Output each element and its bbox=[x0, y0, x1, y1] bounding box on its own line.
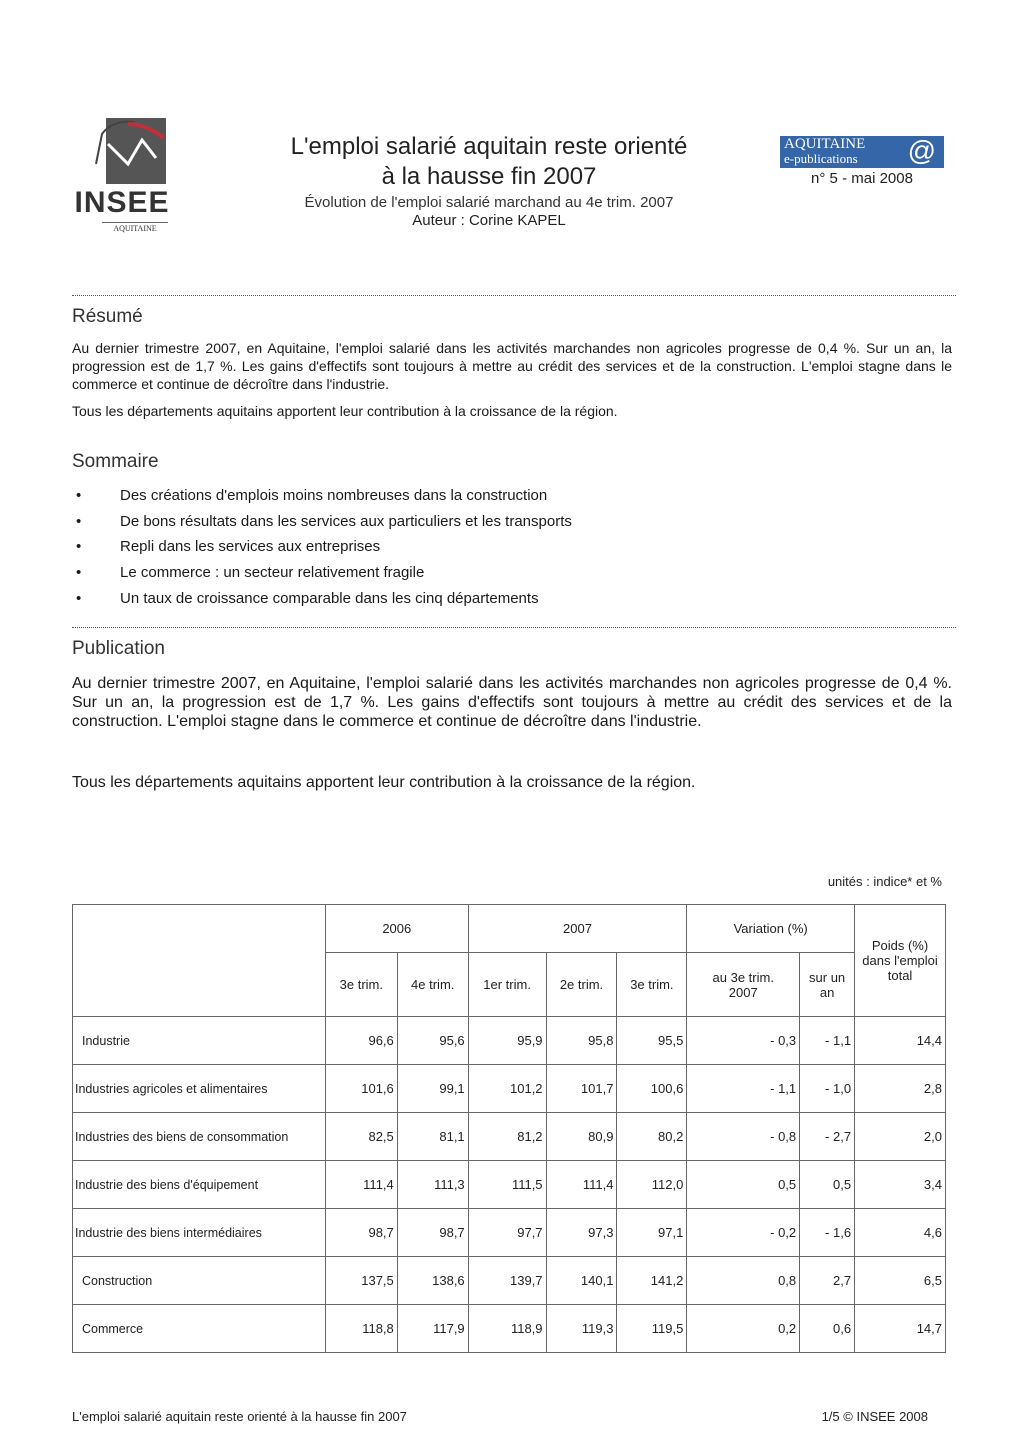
resume-paragraph-2: Tous les départements aquitains apportent leur contribution à la croissance de la région. bbox=[72, 403, 618, 419]
table-cell: 118,9 bbox=[468, 1305, 546, 1353]
sommaire-item-label: Le commerce : un secteur relativement fragile bbox=[120, 564, 425, 582]
table-cell: 111,5 bbox=[468, 1161, 546, 1209]
sommaire-item-label: De bons résultats dans les services aux particuliers et les transports bbox=[120, 512, 572, 530]
bullet-icon: • bbox=[76, 487, 82, 504]
bullet-icon: • bbox=[76, 564, 82, 582]
table-units: unités : indice* et % bbox=[827, 874, 942, 889]
sommaire-list bbox=[72, 486, 872, 614]
table-row bbox=[73, 1209, 946, 1257]
table-cell: 80,2 bbox=[617, 1113, 687, 1161]
table-cell: 95,6 bbox=[397, 1017, 468, 1065]
row-label: Commerce bbox=[73, 1305, 326, 1353]
page-title-line2: à la hausse fin 2007 bbox=[381, 163, 597, 190]
table-row bbox=[73, 1257, 946, 1305]
table-cell: 137,5 bbox=[325, 1257, 397, 1305]
divider bbox=[72, 627, 956, 628]
bullet-icon: • bbox=[76, 589, 82, 607]
table-cell: 95,5 bbox=[617, 1017, 687, 1065]
page-title-line1: L'emploi salarié aquitain reste orienté bbox=[290, 133, 688, 160]
logo-subtitle: AQUITAINE bbox=[102, 222, 168, 233]
table-cell: 0,6 bbox=[800, 1305, 855, 1353]
table-cell: - 2,7 bbox=[800, 1113, 855, 1161]
table-cell: 119,5 bbox=[617, 1305, 687, 1353]
table-cell: - 0,3 bbox=[687, 1017, 800, 1065]
table-cell: 0,2 bbox=[687, 1305, 800, 1353]
table-group-header: Variation (%) bbox=[687, 905, 855, 953]
table-subheader: au 3e trim. 2007 bbox=[687, 953, 800, 1017]
row-label: Industrie des biens d'équipement bbox=[73, 1161, 326, 1209]
table-cell: 81,2 bbox=[468, 1113, 546, 1161]
table-cell: 111,4 bbox=[325, 1161, 397, 1209]
bullet-icon: • bbox=[76, 538, 82, 556]
issue-number: n° 5 - mai 2008 bbox=[811, 170, 913, 187]
author: Auteur : Corine KAPEL bbox=[412, 212, 566, 229]
table-cell: 14,4 bbox=[855, 1017, 946, 1065]
row-label: Industrie des biens intermédiaires bbox=[73, 1209, 326, 1257]
table-subheader: 1er trim. bbox=[468, 953, 546, 1017]
table-cell: 82,5 bbox=[325, 1113, 397, 1161]
sommaire-item[interactable] bbox=[72, 589, 872, 615]
table-cell: 14,7 bbox=[855, 1305, 946, 1353]
divider bbox=[72, 295, 956, 296]
table-subheader: 4e trim. bbox=[397, 953, 468, 1017]
sommaire-heading: Sommaire bbox=[72, 451, 159, 472]
table-cell: 101,6 bbox=[325, 1065, 397, 1113]
table-cell: 139,7 bbox=[468, 1257, 546, 1305]
logo-wordmark: INSEE bbox=[74, 186, 170, 219]
table-cell: 80,9 bbox=[546, 1113, 617, 1161]
table-subheader: 3e trim. bbox=[617, 953, 687, 1017]
resume-heading: Résumé bbox=[72, 306, 143, 327]
table-cell: 97,7 bbox=[468, 1209, 546, 1257]
table-cell: 101,2 bbox=[468, 1065, 546, 1113]
sommaire-item[interactable] bbox=[72, 512, 872, 538]
table-cell: - 0,2 bbox=[687, 1209, 800, 1257]
table-cell: 111,4 bbox=[546, 1161, 617, 1209]
table-cell: 138,6 bbox=[397, 1257, 468, 1305]
table-cell: 117,9 bbox=[397, 1305, 468, 1353]
table-cell: - 1,6 bbox=[800, 1209, 855, 1257]
publication-paragraph-2: Tous les départements aquitains apportent leur contribution à la croissance de la région. bbox=[72, 774, 696, 791]
table-cell: 101,7 bbox=[546, 1065, 617, 1113]
table-row bbox=[73, 1065, 946, 1113]
publication-heading: Publication bbox=[72, 638, 165, 659]
table-group-header: Poids (%) dans l'emploi total bbox=[855, 905, 946, 1017]
sommaire-item[interactable] bbox=[72, 486, 872, 512]
table-subheader: sur un an bbox=[800, 953, 855, 1017]
table-cell: 140,1 bbox=[546, 1257, 617, 1305]
table-cell: 112,0 bbox=[617, 1161, 687, 1209]
table-cell: 141,2 bbox=[617, 1257, 687, 1305]
table-cell: 98,7 bbox=[397, 1209, 468, 1257]
table-cell: 96,6 bbox=[325, 1017, 397, 1065]
table-cell: 2,8 bbox=[855, 1065, 946, 1113]
table-cell: 0,8 bbox=[687, 1257, 800, 1305]
table-cell: 111,3 bbox=[397, 1161, 468, 1209]
table-cell: 0,5 bbox=[800, 1161, 855, 1209]
table-cell: 2,7 bbox=[800, 1257, 855, 1305]
row-label: Industrie bbox=[73, 1017, 326, 1065]
title-block bbox=[222, 132, 756, 230]
row-label: Industries des biens de consommation bbox=[73, 1113, 326, 1161]
table-cell: - 0,8 bbox=[687, 1113, 800, 1161]
table-cell: - 1,0 bbox=[800, 1065, 855, 1113]
table-cell: 4,6 bbox=[855, 1209, 946, 1257]
row-label: Construction bbox=[73, 1257, 326, 1305]
table-row bbox=[73, 1113, 946, 1161]
table-cell: - 1,1 bbox=[800, 1017, 855, 1065]
table-cell: 95,9 bbox=[468, 1017, 546, 1065]
table-cell: 97,1 bbox=[617, 1209, 687, 1257]
table-cell: 100,6 bbox=[617, 1065, 687, 1113]
table-body bbox=[73, 1017, 946, 1353]
sommaire-item-label: Repli dans les services aux entreprises bbox=[120, 538, 381, 556]
table-subheader: 3e trim. bbox=[325, 953, 397, 1017]
sommaire-item-label: Un taux de croissance comparable dans les cinq départements bbox=[120, 589, 539, 607]
insee-logo-graphic bbox=[72, 116, 172, 186]
table-cell: - 1,1 bbox=[687, 1065, 800, 1113]
table-group-header: 2006 bbox=[325, 905, 468, 953]
publication-badge bbox=[780, 136, 944, 168]
badge-line2: e-publications bbox=[784, 151, 858, 166]
table-cell: 0,5 bbox=[687, 1161, 800, 1209]
row-label: Industries agricoles et alimentaires bbox=[73, 1065, 326, 1113]
data-table bbox=[72, 904, 946, 1353]
table-cell: 3,4 bbox=[855, 1161, 946, 1209]
table-cell: 118,8 bbox=[325, 1305, 397, 1353]
table-row bbox=[73, 1161, 946, 1209]
at-icon: @ bbox=[907, 135, 936, 166]
sommaire-item[interactable] bbox=[72, 563, 872, 589]
bullet-icon: • bbox=[76, 512, 82, 530]
table-cell: 97,3 bbox=[546, 1209, 617, 1257]
table-cell: 81,1 bbox=[397, 1113, 468, 1161]
sommaire-item[interactable] bbox=[72, 537, 872, 563]
table-corner bbox=[73, 905, 326, 1017]
table-cell: 119,3 bbox=[546, 1305, 617, 1353]
resume-paragraph-1: Au dernier trimestre 2007, en Aquitaine, l'emploi salarié dans les activités marchandes non agricoles progresse de 0,4 %. Sur un an, la progression est de 1,7 %. Les gains d'effectifs sont toujours à mettre au crédit des services et de la construction. L'emploi stagne dans le commerce et continue de décroître dans l'industrie. bbox=[72, 340, 952, 392]
table-cell: 2,0 bbox=[855, 1113, 946, 1161]
table-cell: 98,7 bbox=[325, 1209, 397, 1257]
table-row bbox=[73, 1305, 946, 1353]
footer-page-info: 1/5 © INSEE 2008 bbox=[821, 1409, 928, 1424]
insee-logo bbox=[72, 116, 172, 236]
table-cell: 99,1 bbox=[397, 1065, 468, 1113]
badge-line1: AQUITAINE bbox=[784, 136, 866, 152]
publication-paragraph-1: Au dernier trimestre 2007, en Aquitaine, l'emploi salarié dans les activités marchandes non agricoles progresse de 0,4 %. Sur un an, la progression est de 1,7 %. Les gains d'effectifs sont toujours à mettre au crédit des services et de la construction. L'emploi stagne dans le commerce et continue de décroître dans l'industrie. bbox=[72, 675, 952, 730]
table-cell: 6,5 bbox=[855, 1257, 946, 1305]
table-cell: 95,8 bbox=[546, 1017, 617, 1065]
sommaire-item-label: Des créations d'emplois moins nombreuses dans la construction bbox=[120, 487, 548, 504]
table-row bbox=[73, 1017, 946, 1065]
table-subheader: 2e trim. bbox=[546, 953, 617, 1017]
page-subtitle: Évolution de l'emploi salarié marchand au 4e trim. 2007 bbox=[304, 194, 674, 211]
table-group-header: 2007 bbox=[468, 905, 687, 953]
footer-title: L'emploi salarié aquitain reste orienté à la hausse fin 2007 bbox=[72, 1409, 407, 1424]
